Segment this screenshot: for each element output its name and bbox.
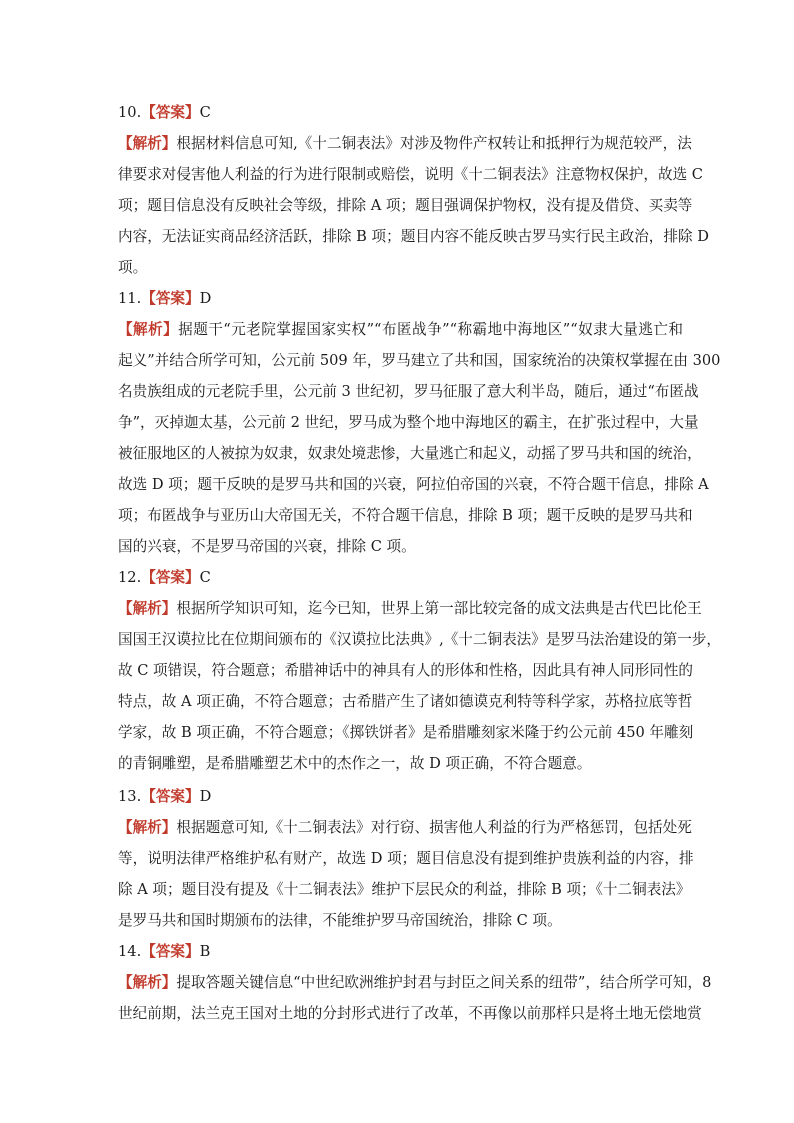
answer-heading-12	[118, 568, 211, 588]
answer-tag: 【答案】	[141, 104, 200, 121]
analysis-line: 项；题目信息没有反映社会等级，排除 A 项；题目强调保护物权，没有提及借贷、买卖等	[118, 197, 693, 214]
analysis-line: 学家，故 B 项正确，不符合题意；《掷铁饼者》是希腊雕刻家米隆于约公元前 450 年雕刻	[118, 724, 694, 741]
answer-heading-14	[118, 942, 210, 962]
analysis-line: 特点，故 A 项正确，不符合题意；古希腊产生了诸如德谟克利特等科学家，苏格拉底等哲	[118, 693, 693, 710]
analysis-tag: 【解析】	[118, 600, 177, 617]
analysis-line: 【解析】根据材料信息可知,《十二铜表法》对涉及物件产权转让和抵押行为规范较严，法	[118, 135, 692, 152]
analysis-line: 故 C 项错误，符合题意；希腊神话中的神具有人的形体和性格，因此具有神人同形同性的	[118, 662, 694, 679]
analysis-line: 【解析】根据所学知识可知，迄今已知，世界上第一部比较完备的成文法典是古代巴比伦王	[118, 600, 702, 617]
answer-heading-10	[118, 103, 211, 123]
analysis-line: 争”，灭掉迦太基，公元前 2 世纪，罗马成为整个地中海地区的霸主，在扩张过程中，大量	[118, 414, 699, 431]
analysis-line: 【解析】根据题意可知,《十二铜表法》对行窃、损害他人利益的行为严格惩罚，包括处死	[118, 819, 692, 836]
analysis-line: 被征服地区的人被掠为奴隶，奴隶处境悲惨，大量逃亡和起义，动摇了罗马共和国的统治，	[118, 445, 702, 462]
analysis-line: 项。	[118, 259, 148, 276]
analysis-line: 名贵族组成的元老院手里，公元前 3 世纪初，罗马征服了意大利半岛，随后，通过“布匿战	[118, 383, 699, 400]
analysis-line: 律要求对侵害他人利益的行为进行限制或赔偿，说明《十二铜表法》注意物权保护，故选 C	[118, 166, 703, 183]
question-number: 10.	[118, 104, 142, 121]
analysis-line: 国的兴衰，不是罗马帝国的兴衰，排除 C 项。	[118, 538, 416, 555]
question-number: 14.	[118, 943, 142, 960]
answer-heading-13	[118, 787, 211, 807]
question-number: 12.	[118, 569, 142, 586]
analysis-tag: 【解析】	[118, 974, 177, 991]
answer-value: C	[199, 569, 211, 586]
answer-value: D	[199, 788, 212, 805]
answer-tag: 【答案】	[141, 569, 200, 586]
answer-value: C	[199, 104, 211, 121]
answer-heading-11	[118, 289, 211, 309]
analysis-line: 起义”并结合所学可知，公元前 509 年，罗马建立了共和国，国家统治的决策权掌握在由 300	[118, 352, 721, 369]
analysis-tag: 【解析】	[118, 819, 177, 836]
analysis-line: 【解析】提取答题关键信息“中世纪欧洲维护封君与封臣之间关系的纽带”，结合所学可知，8	[118, 974, 712, 991]
answer-value: D	[199, 290, 212, 307]
analysis-line: 国国王汉谟拉比在位期间颁布的《汉谟拉比法典》,《十二铜表法》是罗马法治建设的第一步，	[118, 631, 721, 648]
analysis-line: 是罗马共和国时期颁布的法律，不能维护罗马帝国统治，排除 C 项。	[118, 912, 562, 929]
analysis-tag: 【解析】	[118, 135, 177, 152]
answer-tag: 【答案】	[141, 290, 200, 307]
answer-tag: 【答案】	[141, 788, 200, 805]
question-number: 13.	[118, 788, 142, 805]
analysis-line: 项；布匿战争与亚历山大帝国无关，不符合题干信息，排除 B 项；题干反映的是罗马共和	[118, 507, 693, 524]
analysis-line: 除 A 项；题目没有提及《十二铜表法》维护下层民众的利益，排除 B 项；《十二铜表法》	[118, 881, 691, 898]
analysis-line: 等，说明法律严格维护私有财产，故选 D 项；题目信息没有提到维护贵族利益的内容，排	[118, 850, 694, 867]
analysis-line: 内容，无法证实商品经济活跃，排除 B 项；题目内容不能反映古罗马实行民主政治，排除 D	[118, 228, 709, 245]
analysis-line: 故选 D 项；题干反映的是罗马共和国的兴衰，阿拉伯帝国的兴衰，不符合题干信息，排除 A	[118, 476, 709, 493]
question-number: 11.	[118, 290, 142, 307]
answer-tag: 【答案】	[141, 943, 200, 960]
analysis-line: 世纪前期，法兰克王国对土地的分封形式进行了改革，不再像以前那样只是将土地无偿地赏	[118, 1005, 702, 1022]
analysis-line: 的青铜雕塑，是希腊雕塑艺术中的杰作之一，故 D 项正确，不符合题意。	[118, 755, 592, 772]
answer-value: B	[199, 943, 211, 960]
analysis-line: 【解析】据题干“元老院掌握国家实权”“布匿战争”“称霸地中海地区”“奴隶大量逃亡和	[118, 321, 683, 338]
analysis-tag: 【解析】	[118, 321, 179, 338]
